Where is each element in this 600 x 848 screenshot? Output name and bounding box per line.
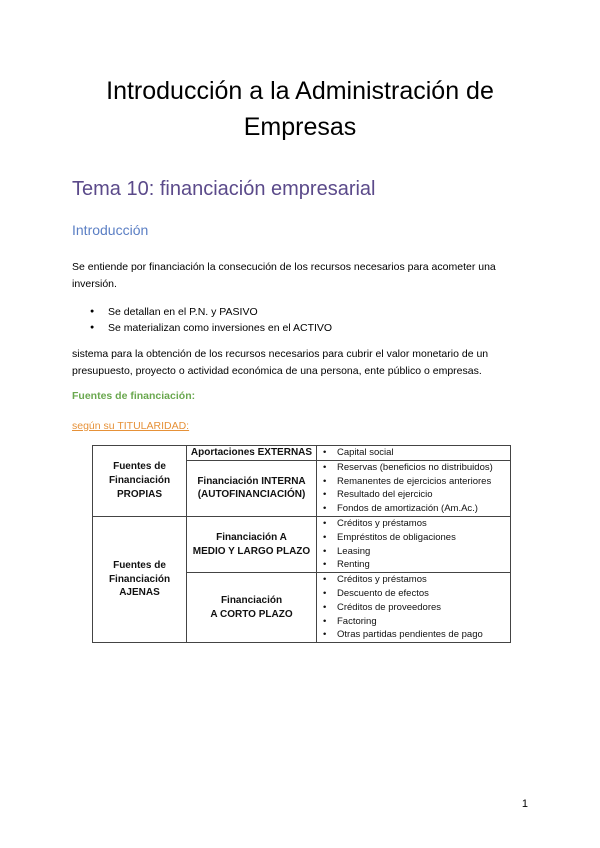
section-heading-introduccion: Introducción — [72, 222, 149, 238]
document-title — [60, 73, 540, 145]
subcategory-label: (AUTOFINANCIACIÓN) — [197, 489, 306, 501]
titularidad-heading: según su TITULARIDAD: — [72, 420, 190, 432]
list-item: • Créditos de proveedores — [319, 601, 510, 615]
bullet-list — [72, 304, 332, 336]
interna-cell — [187, 460, 317, 516]
ajenas-category-cell — [93, 516, 187, 642]
definition-paragraph: sistema para la obtención de los recursos necesarios para cubrir el valor monetario de un presupuesto, proyecto o actividad económica de una persona, ente público o empresas. — [72, 348, 489, 377]
page-number: 1 — [521, 798, 528, 810]
category-label: AJENAS — [119, 587, 160, 599]
externas-items-cell — [317, 446, 511, 461]
list-item: • Resultado del ejercicio — [319, 488, 510, 502]
list-item: • Empréstitos de obligaciones — [319, 531, 510, 545]
title-line-1: Introducción a la Administración de — [106, 77, 494, 105]
subcategory-label: Aportaciones EXTERNAS — [190, 447, 313, 458]
table-row — [93, 516, 511, 572]
list-item: • Reservas (beneficios no distribuidos) — [319, 461, 510, 475]
list-item: • Créditos y préstamos — [319, 517, 510, 531]
topic-heading: Tema 10: financiación empresarial — [72, 178, 376, 200]
list-item: • Fondos de amortización (Am.Ac.) — [319, 502, 510, 516]
intro-paragraph: Se entiende por financiación la consecución de los recursos necesarios para acometer una inversión. — [72, 261, 496, 290]
list-item: • Remanentes de ejercicios anteriores — [319, 475, 510, 489]
title-line-2: Empresas — [243, 113, 357, 141]
category-label: PROPIAS — [116, 488, 162, 500]
corto-plazo-items-cell — [317, 573, 511, 643]
externas-cell — [187, 446, 317, 461]
largo-plazo-items-cell — [317, 516, 511, 572]
list-item: • Créditos y préstamos — [319, 573, 510, 587]
list-item: • Leasing — [319, 545, 510, 559]
subcategory-label: Financiación A — [216, 531, 287, 543]
subcategory-label: Financiación INTERNA — [197, 475, 306, 487]
category-label: Financiación — [108, 475, 171, 487]
subcategory-label: A CORTO PLAZO — [210, 608, 293, 620]
category-label: Fuentes de — [113, 559, 166, 571]
subcategory-label: MEDIO Y LARGO PLAZO — [192, 545, 311, 557]
subcategory-label: Financiación — [220, 594, 283, 606]
interna-items-cell — [317, 460, 511, 516]
list-item: • Capital social — [319, 446, 510, 460]
largo-plazo-cell — [187, 516, 317, 572]
bullet-item: ● Se materializan como inversiones en el ACTIVO — [72, 320, 332, 336]
propias-category-cell — [93, 446, 187, 517]
category-label: Fuentes de — [113, 461, 166, 473]
financing-sources-table — [92, 445, 511, 643]
list-item: • Descuento de efectos — [319, 587, 510, 601]
category-label: Financiación — [108, 573, 171, 585]
list-item: • Otras partidas pendientes de pago — [319, 628, 510, 642]
bullet-item: ● Se detallan en el P.N. y PASIVO — [72, 304, 332, 320]
fuentes-heading: Fuentes de financiación: — [72, 390, 196, 402]
table-row — [93, 446, 511, 461]
list-item: • Renting — [319, 558, 510, 572]
list-item: • Factoring — [319, 615, 510, 629]
corto-plazo-cell — [187, 573, 317, 643]
